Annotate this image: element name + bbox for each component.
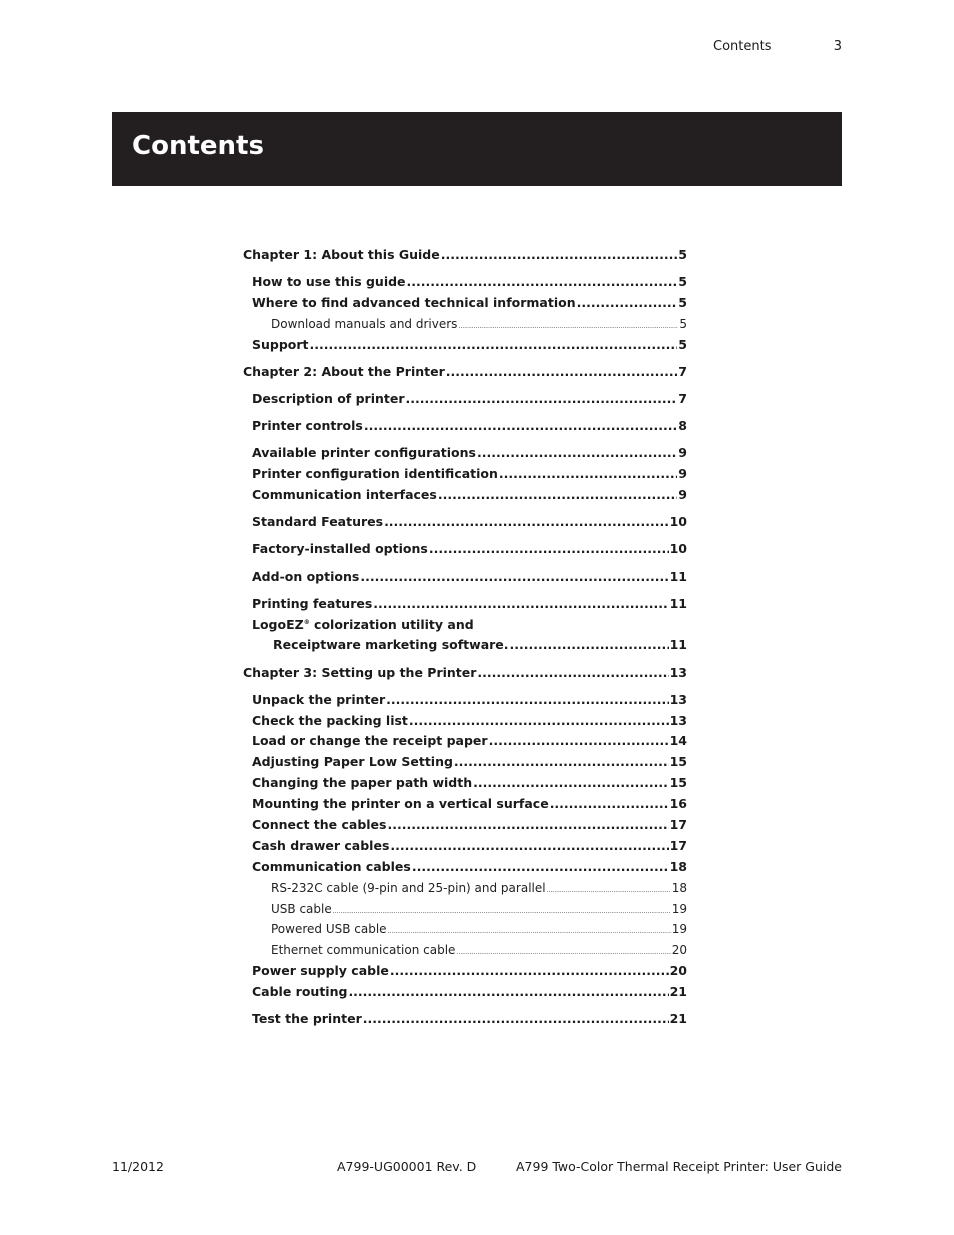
toc-entry-rs232c-cable[interactable] bbox=[271, 879, 687, 897]
toc-page: 10 bbox=[669, 541, 687, 556]
toc-page: 19 bbox=[671, 922, 687, 936]
toc-label: Chapter 3: Setting up the Printer bbox=[243, 665, 477, 680]
toc-label: Adjusting Paper Low Setting bbox=[252, 754, 453, 769]
toc-page: 17 bbox=[669, 838, 687, 853]
leader-dots bbox=[363, 1010, 669, 1028]
leader-dots bbox=[441, 246, 678, 264]
leader-dots bbox=[446, 363, 678, 381]
toc-entry-chapter-3[interactable] bbox=[243, 664, 687, 682]
toc-entry-receipt-paper[interactable] bbox=[252, 732, 687, 750]
toc-label: Download manuals and drivers bbox=[271, 317, 458, 331]
toc-page: 7 bbox=[678, 391, 687, 406]
toc-label: Standard Features bbox=[252, 514, 384, 529]
leader-dots bbox=[333, 903, 671, 918]
leader-dots bbox=[373, 595, 668, 613]
toc-entry-standard-features[interactable] bbox=[252, 513, 687, 531]
toc-entry-receiptware[interactable] bbox=[273, 636, 687, 654]
toc-entry-advanced-technical-info[interactable] bbox=[252, 294, 687, 312]
toc-page: 9 bbox=[678, 487, 687, 502]
toc-label: Printer controls bbox=[252, 418, 363, 433]
toc-entry-download-manuals[interactable] bbox=[271, 315, 687, 333]
toc-page: 5 bbox=[678, 295, 687, 310]
toc-page: 11 bbox=[669, 596, 687, 611]
running-header-section: Contents bbox=[713, 39, 772, 54]
leader-dots bbox=[409, 712, 669, 730]
toc-entry-add-on-options[interactable] bbox=[252, 568, 687, 586]
toc-page: 7 bbox=[678, 364, 687, 379]
toc-page: 8 bbox=[678, 418, 687, 433]
toc-page: 9 bbox=[678, 445, 687, 460]
leader-dots bbox=[489, 732, 669, 750]
toc-entry-packing-list[interactable] bbox=[252, 712, 687, 730]
toc-page: 17 bbox=[669, 817, 687, 832]
toc-page: 5 bbox=[678, 247, 687, 262]
toc-entry-available-configurations[interactable] bbox=[252, 444, 687, 462]
toc-label: Test the printer bbox=[252, 1011, 362, 1026]
toc-page: 15 bbox=[669, 775, 687, 790]
toc-entry-power-supply-cable[interactable] bbox=[252, 962, 687, 980]
toc-entry-description-of-printer[interactable] bbox=[252, 390, 687, 408]
leader-dots bbox=[407, 273, 678, 291]
footer-date: 11/2012 bbox=[112, 1159, 164, 1174]
toc-entry-connect-cables[interactable] bbox=[252, 816, 687, 834]
toc-entry-logoez[interactable] bbox=[252, 616, 687, 634]
leader-dots bbox=[390, 837, 668, 855]
toc-page: 9 bbox=[678, 466, 687, 481]
title-banner bbox=[112, 112, 842, 186]
toc-page: 15 bbox=[669, 754, 687, 769]
toc-page: 13 bbox=[669, 713, 687, 728]
toc-page: 13 bbox=[669, 665, 687, 680]
leader-dots bbox=[364, 417, 677, 435]
leader-dots bbox=[458, 318, 678, 333]
toc-page: 16 bbox=[669, 796, 687, 811]
toc-entry-vertical-surface[interactable] bbox=[252, 795, 687, 813]
toc-label: Connect the cables bbox=[252, 817, 387, 832]
toc-entry-paper-low-setting[interactable] bbox=[252, 753, 687, 771]
toc-entry-usb-cable[interactable] bbox=[271, 900, 687, 918]
registered-trademark: ® bbox=[303, 618, 310, 626]
leader-dots bbox=[547, 882, 671, 897]
toc-entry-paper-path-width[interactable] bbox=[252, 774, 687, 792]
toc-entry-support[interactable] bbox=[252, 336, 687, 354]
toc-label: Chapter 1: About this Guide bbox=[243, 247, 440, 262]
toc-entry-ethernet-cable[interactable] bbox=[271, 941, 687, 959]
leader-dots bbox=[348, 983, 668, 1001]
leader-dots bbox=[550, 795, 669, 813]
toc-label: Ethernet communication cable bbox=[271, 943, 456, 957]
toc-page: 10 bbox=[669, 514, 687, 529]
toc-label bbox=[252, 616, 474, 634]
toc-label: Description of printer bbox=[252, 391, 405, 406]
leader-dots bbox=[386, 691, 668, 709]
leader-dots bbox=[412, 858, 669, 876]
toc-label-logoez-suffix: colorization utility and bbox=[309, 617, 474, 632]
toc-page: 5 bbox=[678, 274, 687, 289]
toc-label: RS-232C cable (9-pin and 25-pin) and parallel bbox=[271, 881, 546, 895]
toc-label: Communication interfaces bbox=[252, 487, 437, 502]
toc-label: Communication cables bbox=[252, 859, 411, 874]
toc-entry-cash-drawer-cables[interactable] bbox=[252, 837, 687, 855]
toc-label: Available printer configurations bbox=[252, 445, 476, 460]
toc-entry-chapter-1[interactable] bbox=[243, 246, 687, 264]
toc-label: Cable routing bbox=[252, 984, 348, 999]
leader-dots bbox=[438, 486, 677, 504]
toc-page: 14 bbox=[669, 733, 687, 748]
toc-label: Add-on options bbox=[252, 569, 360, 584]
toc-page: 18 bbox=[671, 881, 687, 895]
toc-page: 20 bbox=[669, 963, 687, 978]
toc-entry-unpack-printer[interactable] bbox=[252, 691, 687, 709]
toc-page: 20 bbox=[671, 943, 687, 957]
toc-page: 13 bbox=[669, 692, 687, 707]
toc-label: Support bbox=[252, 337, 309, 352]
toc-entry-configuration-identification[interactable] bbox=[252, 465, 687, 483]
toc-label-logoez: LogoEZ bbox=[252, 617, 304, 632]
toc-label: Load or change the receipt paper bbox=[252, 733, 488, 748]
toc-label: Factory-installed options bbox=[252, 541, 428, 556]
toc-entry-communication-interfaces[interactable] bbox=[252, 486, 687, 504]
toc-page: 21 bbox=[669, 1011, 687, 1026]
toc-entry-printer-controls[interactable] bbox=[252, 417, 687, 435]
toc-label: Power supply cable bbox=[252, 963, 389, 978]
leader-dots bbox=[310, 336, 678, 354]
leader-dots bbox=[456, 944, 670, 959]
toc-label: USB cable bbox=[271, 902, 332, 916]
leader-dots bbox=[390, 962, 669, 980]
toc-label: Printer configuration identification bbox=[252, 466, 498, 481]
toc-entry-printing-features[interactable] bbox=[252, 595, 687, 613]
toc-page: 5 bbox=[679, 317, 687, 331]
toc-label: Changing the paper path width bbox=[252, 775, 473, 790]
toc-entry-communication-cables[interactable] bbox=[252, 858, 687, 876]
toc-page: 19 bbox=[671, 902, 687, 916]
leader-dots bbox=[388, 923, 671, 938]
toc-page: 11 bbox=[669, 569, 687, 584]
toc-label: Cash drawer cables bbox=[252, 838, 390, 853]
toc-label: How to use this guide bbox=[252, 274, 406, 289]
toc-entry-cable-routing[interactable] bbox=[252, 983, 687, 1001]
toc-label: Receiptware marketing software. bbox=[273, 637, 509, 652]
toc-entry-factory-installed-options[interactable] bbox=[252, 540, 687, 558]
toc-page: 5 bbox=[678, 337, 687, 352]
leader-dots bbox=[387, 816, 668, 834]
toc-label: Mounting the printer on a vertical surface bbox=[252, 796, 549, 811]
footer-doc-title: A799 Two-Color Thermal Receipt Printer: User Guide bbox=[515, 1159, 842, 1174]
page-footer bbox=[0, 1159, 954, 1175]
leader-dots bbox=[473, 774, 668, 792]
leader-dots bbox=[477, 444, 677, 462]
toc-label: Check the packing list bbox=[252, 713, 408, 728]
toc-page: 11 bbox=[669, 637, 687, 652]
leader-dots bbox=[477, 664, 668, 682]
toc-entry-how-to-use[interactable] bbox=[252, 273, 687, 291]
toc-page: 21 bbox=[669, 984, 687, 999]
toc-label: Powered USB cable bbox=[271, 922, 387, 936]
toc-entry-powered-usb-cable[interactable] bbox=[271, 920, 687, 938]
toc-label: Printing features bbox=[252, 596, 373, 611]
toc-page: 18 bbox=[669, 859, 687, 874]
leader-dots bbox=[499, 465, 677, 483]
toc-entry-chapter-2[interactable] bbox=[243, 363, 687, 381]
toc-label: Chapter 2: About the Printer bbox=[243, 364, 445, 379]
page-number: 3 bbox=[833, 39, 842, 54]
leader-dots bbox=[406, 390, 678, 408]
leader-dots bbox=[384, 513, 669, 531]
leader-dots bbox=[577, 294, 678, 312]
toc-label: Where to find advanced technical information bbox=[252, 295, 576, 310]
footer-doc-id: A799-UG00001 Rev. D bbox=[337, 1159, 477, 1174]
leader-dots bbox=[429, 540, 669, 558]
leader-dots bbox=[510, 636, 669, 654]
leader-dots bbox=[360, 568, 668, 586]
toc-label: Unpack the printer bbox=[252, 692, 386, 707]
page-title: Contents bbox=[132, 131, 264, 161]
toc-entry-test-printer[interactable] bbox=[252, 1010, 687, 1028]
running-header bbox=[0, 39, 842, 55]
leader-dots bbox=[454, 753, 669, 771]
